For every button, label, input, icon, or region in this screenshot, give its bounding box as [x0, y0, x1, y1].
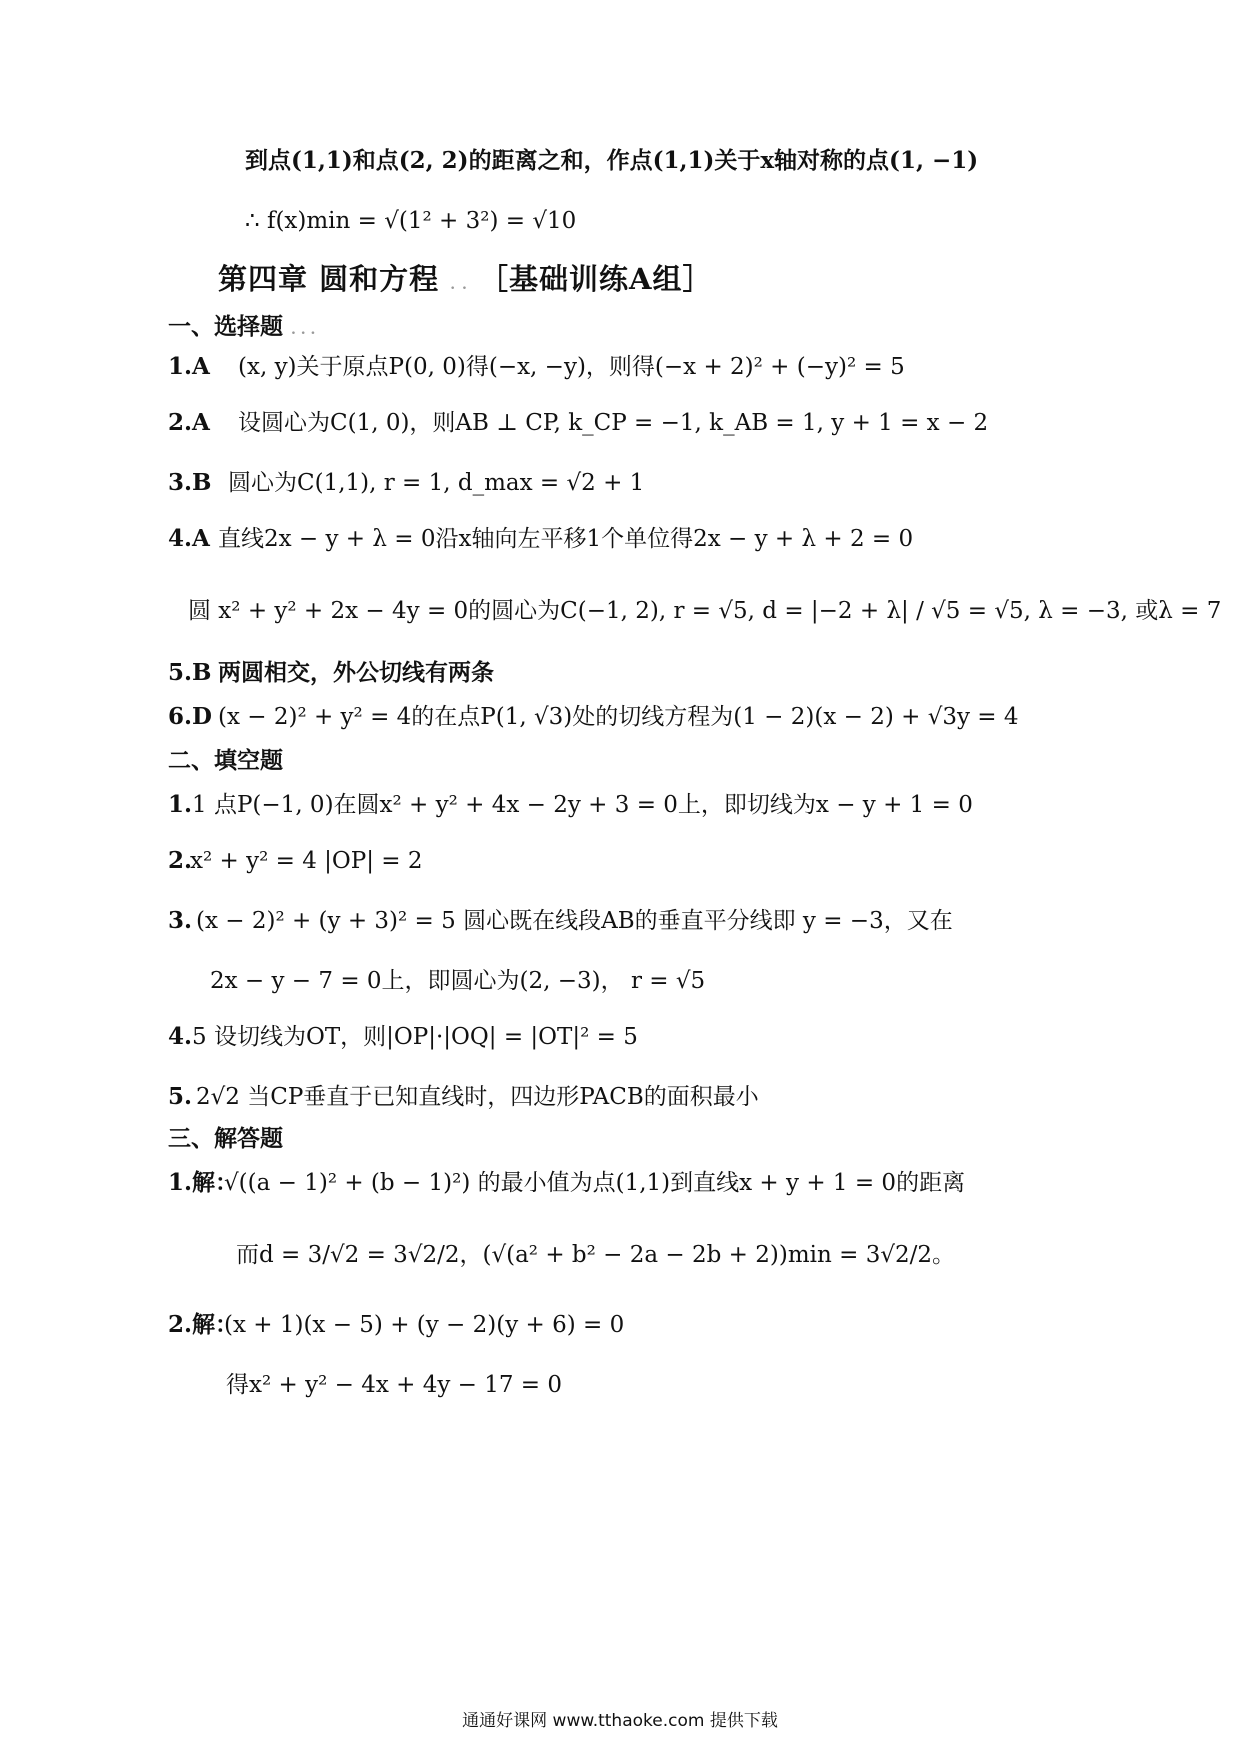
fill-item-1 — [168, 790, 973, 820]
fill-item-3 — [168, 906, 953, 936]
fill-item-3-continued — [210, 966, 705, 996]
chapter-title: 第四章 圆和方程 — [218, 262, 440, 296]
intro-line-2: ∴ f(x)min = √(1² + 3²) = √10 — [245, 208, 577, 234]
choice-item-1 — [168, 352, 905, 382]
item-text: 而d = 3/√2 = 3√2/2，(√(a² + b² − 2a − 2b + 2))min = 3√2/2。 — [236, 1242, 955, 1268]
item-text: (x − 2)² + (y + 3)² = 5 圆心既在线段AB的垂直平分线即 y = −3，又在 — [196, 908, 953, 934]
item-text: 设圆心为C(1, 0)，则AB ⊥ CP, k_CP = −1, k_AB = 1, y + 1 = x − 2 — [238, 410, 989, 436]
chapter-heading — [218, 264, 712, 300]
fill-item-4 — [168, 1022, 638, 1052]
item-number: 4.A — [168, 525, 210, 552]
item-text: 5 设切线为OT，则|OP|·|OQ| = |OT|² = 5 — [192, 1024, 638, 1050]
section-title-fill: 二、填空题 — [168, 747, 283, 774]
item-text: (x, y)关于原点P(0, 0)得(−x, −y)，则得(−x + 2)² + (−y)² = 5 — [238, 354, 905, 380]
chapter-dots: . . — [450, 277, 468, 293]
item-number: 6.D — [168, 703, 212, 730]
fill-item-2 — [168, 846, 423, 876]
fill-item-5 — [168, 1082, 759, 1112]
item-text: (x − 2)² + y² = 4的在点P(1, √3)处的切线方程为(1 − 2)(x − 2) + √3y = 4 — [218, 704, 1019, 730]
item-number: 3. — [168, 907, 193, 934]
item-text: 直线2x − y + λ = 0沿x轴向左平移1个单位得2x − y + λ + 2 = 0 — [218, 526, 914, 552]
item-text: 圆心为C(1,1), r = 1, d_max = √2 + 1 — [228, 470, 645, 496]
choice-item-6 — [168, 702, 1019, 732]
item-text: 1 点P(−1, 0)在圆x² + y² + 4x − 2y + 3 = 0上，即切线为x − y + 1 = 0 — [192, 792, 973, 818]
item-number: 1. — [168, 791, 193, 818]
solution-item-1 — [168, 1168, 965, 1198]
choice-item-2 — [168, 408, 988, 438]
section-title-solution: 三、解答题 — [168, 1125, 283, 1152]
item-number: 5. — [168, 1083, 193, 1110]
solution-item-1-continued — [236, 1240, 955, 1270]
choice-item-3 — [168, 468, 644, 498]
item-number: 1.A — [168, 353, 210, 380]
section1-title-text: 一、选择题 — [168, 313, 283, 340]
page-footer: 通通好课网 www.tthaoke.com 提供下载 — [462, 1711, 778, 1731]
item-number: 5.B — [168, 659, 212, 686]
solution-item-2 — [168, 1310, 624, 1340]
item-number: 2.解： — [168, 1311, 239, 1338]
item-number: 2. — [168, 847, 193, 874]
item-text: √((a − 1)² + (b − 1)²) 的最小值为点(1,1)到直线x + y + 1 = 0的距离 — [224, 1170, 966, 1196]
item-text: x² + y² = 4 |OP| = 2 — [190, 848, 423, 874]
item-text: 两圆相交，外公切线有两条 — [218, 659, 494, 686]
section1-dots: . . . — [291, 322, 316, 338]
section-title-choice — [168, 312, 315, 345]
chapter-tag: ［基础训练A组］ — [478, 262, 713, 296]
choice-item-4-continued — [188, 596, 1221, 626]
intro-line-1: 到点(1,1)和点(2, 2)的距离之和，作点(1,1)关于x轴对称的点(1, −1) — [245, 147, 979, 174]
solution-item-2-continued — [226, 1370, 562, 1400]
item-text: (x + 1)(x − 5) + (y − 2)(y + 6) = 0 — [224, 1312, 625, 1338]
item-number: 4. — [168, 1023, 193, 1050]
item-number: 3.B — [168, 469, 212, 496]
item-text: 得x² + y² − 4x + 4y − 17 = 0 — [226, 1372, 563, 1398]
item-text: 2x − y − 7 = 0上，即圆心为(2, −3)， r = √5 — [210, 968, 706, 994]
choice-item-5 — [168, 658, 494, 688]
item-number: 2.A — [168, 409, 210, 436]
item-text: 圆 x² + y² + 2x − 4y = 0的圆心为C(−1, 2), r = √5, d = |−2 + λ| / √5 = √5, λ = −3, 或λ = 7 — [188, 598, 1222, 624]
item-number: 1.解： — [168, 1169, 239, 1196]
choice-item-4 — [168, 524, 913, 554]
item-text: 2√2 当CP垂直于已知直线时，四边形PACB的面积最小 — [196, 1084, 759, 1110]
